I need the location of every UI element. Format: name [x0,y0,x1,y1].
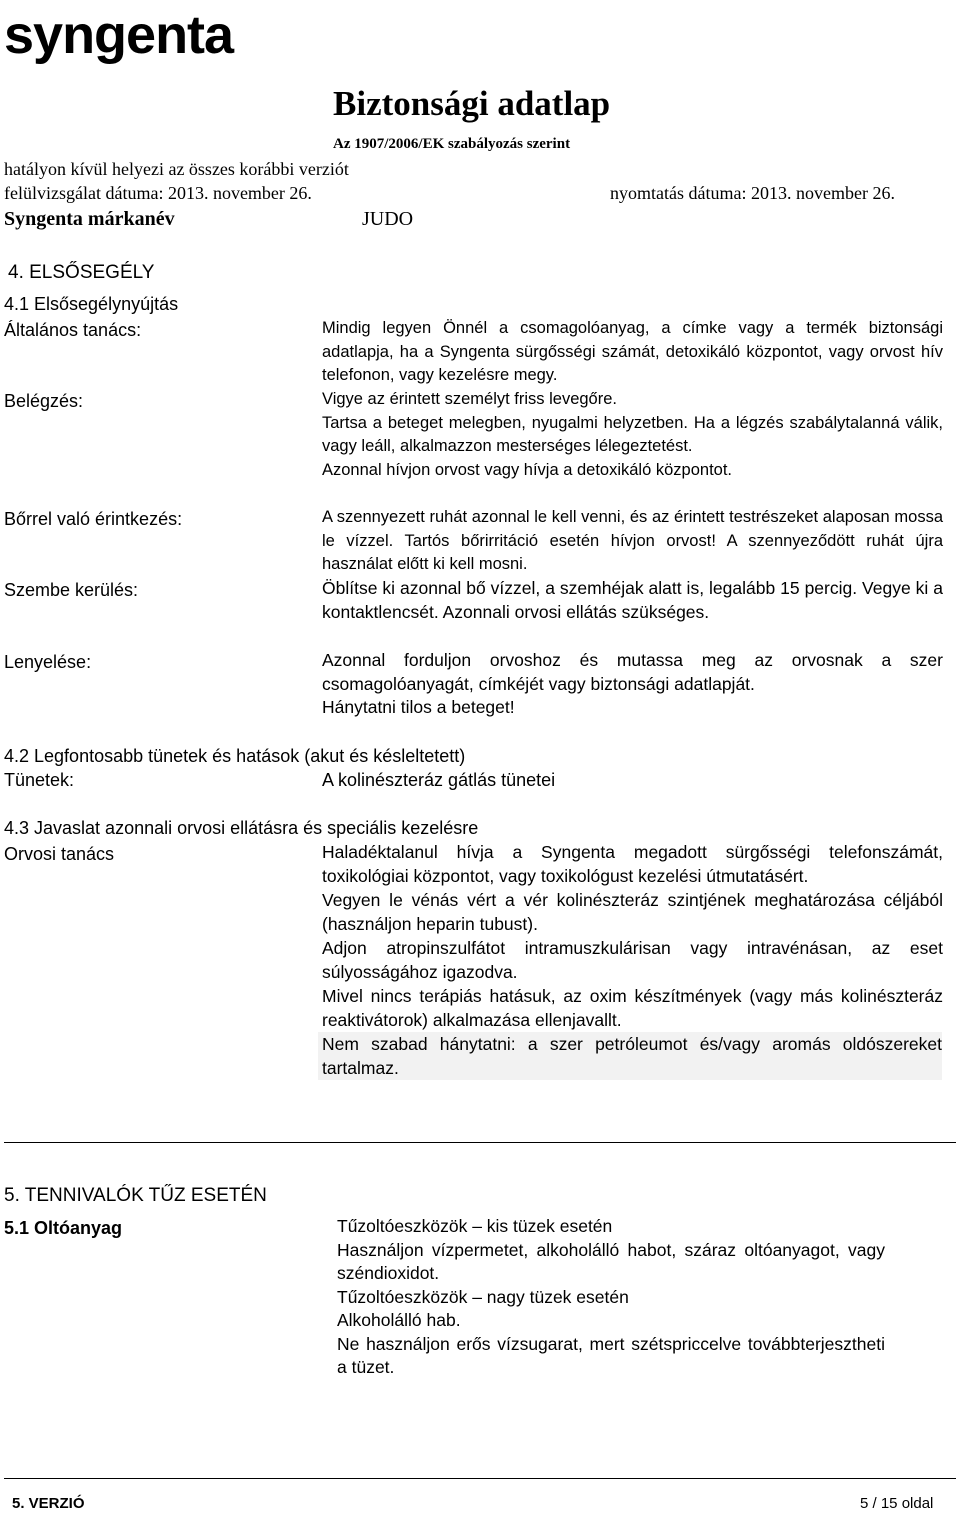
general-advice-label: Általános tanács: [4,320,142,340]
skin-contact-text: A szennyezett ruhát azonnal le kell venni, és az érintett testrészeket alaposan mossa le vízzel. Tartós bőrirritáció esetén hívjon orvost! A szennyeződött ruhát újra használat előtt ki kell mosni. [322,508,943,573]
extinguishing-media-text: Tűzoltóeszközök – kis tüzek esetén Használjon vízpermetet, alkoholálló habot, száraz oltóanyagot, vagy széndioxidot. Tűzoltóeszközök – nagy tüzek esetén Alkoholálló hab. Ne használjon erős vízsugarat, mert szétspriccelve továbbterjesztheti a tüzet. [337,1216,885,1377]
print-date: nyomtatás dátuma: 2013. november 26. [610,183,895,203]
section-divider [4,1142,956,1143]
eye-contact-label: Szembe kerülés: [4,580,139,600]
product-name: JUDO [362,208,414,230]
subsection-4-3-heading: 4.3 Javaslat azonnali orvosi ellátásra és speciális kezelésre [4,818,479,838]
syngenta-logo: syngenta [4,5,234,65]
regulation-reference: Az 1907/2006/EK szabályozás szerint [333,136,571,152]
skin-contact-label: Bőrrel való érintkezés: [4,509,183,529]
eye-contact-text: Öblítse ki azonnal bő vízzel, a szemhéjak alatt is, legalább 15 percig. Vegye ki a kontaktlencsét. Azonnali orvosi ellátás szükséges. [322,578,943,622]
medical-advice-label: Orvosi tanács [4,844,115,864]
section-4-heading: 4. ELSŐSEGÉLY [8,262,155,283]
supersedes-note: hatályon kívül helyezi az összes korábbi verziót [4,159,349,179]
brand-label: Syngenta márkanév [4,208,175,230]
subsection-5-1-heading: 5.1 Oltóanyag [4,1218,123,1238]
version-label: 5. VERZIÓ [12,1495,85,1512]
inhalation-text: Vigye az érintett személyt friss levegőre. Tartsa a beteget melegben, nyugalmi helyzetben. Ha a légzés szabálytalanná válik, vagy leáll, alkalmazzon mesterséges lélegeztetést. Azonnal hívjon orvost vagy hívja a detoxikáló központot. [322,390,943,479]
symptoms-text: A kolinészteráz gátlás tünetei [322,770,556,790]
document-title: Biztonsági adatlap [333,84,611,123]
subsection-4-2-heading: 4.2 Legfontosabb tünetek és hatások (akut és késleltetett) [4,746,466,766]
subsection-4-1-heading: 4.1 Elsősegélynyújtás [4,294,179,314]
footer-divider [4,1478,956,1479]
ingestion-text: Azonnal forduljon orvoshoz és mutassa meg az orvosnak a szer csomagolóanyagát, címkéjét vagy biztonsági adatlapját. Hánytatni tilos a beteget! [322,650,943,717]
inhalation-label: Belégzés: [4,391,84,411]
revision-date: felülvizsgálat dátuma: 2013. november 26. [4,183,312,203]
section-5-heading: 5. TENNIVALÓK TŰZ ESETÉN [4,1185,267,1206]
symptoms-label: Tünetek: [4,770,75,790]
ingestion-label: Lenyelése: [4,652,92,672]
general-advice-text: Mindig legyen Önnél a csomagolóanyag, a címke vagy a termék biztonsági adatlapja, ha a Syngenta sürgősségi számát, detoxikáló központot, vagy orvost hív telefonon, vagy kezelésre megy. [322,319,943,384]
page-number: 5 / 15 oldal [860,1495,934,1512]
medical-advice-text: Haladéktalanul hívja a Syngenta megadott sürgősségi telefonszámát, toxikológiai központot, vagy toxikológust kezelési útmutatásért. Vegyen le vénás vért a vér kolinészteráz szintjének meghatározása céljából (használjon heparin tubust). Adjon atropinszulfátot intramuszkulárisan vagy intravénásan, az eset súlyosságához igazodva. Mivel nincs terápiás hatásuk, az oxim készítmények (vagy más kolinészteráz reaktivátorok) alkalmazása ellenjavallt. Nem szabad hánytatni: a szer petróleumot és/vagy aromás oldószereket tartalmaz. [322,840,943,1080]
no-vomit-note: Nem szabad hánytatni: a szer petróleumot és/vagy aromás oldószereket tartalmaz. [318,1032,942,1080]
